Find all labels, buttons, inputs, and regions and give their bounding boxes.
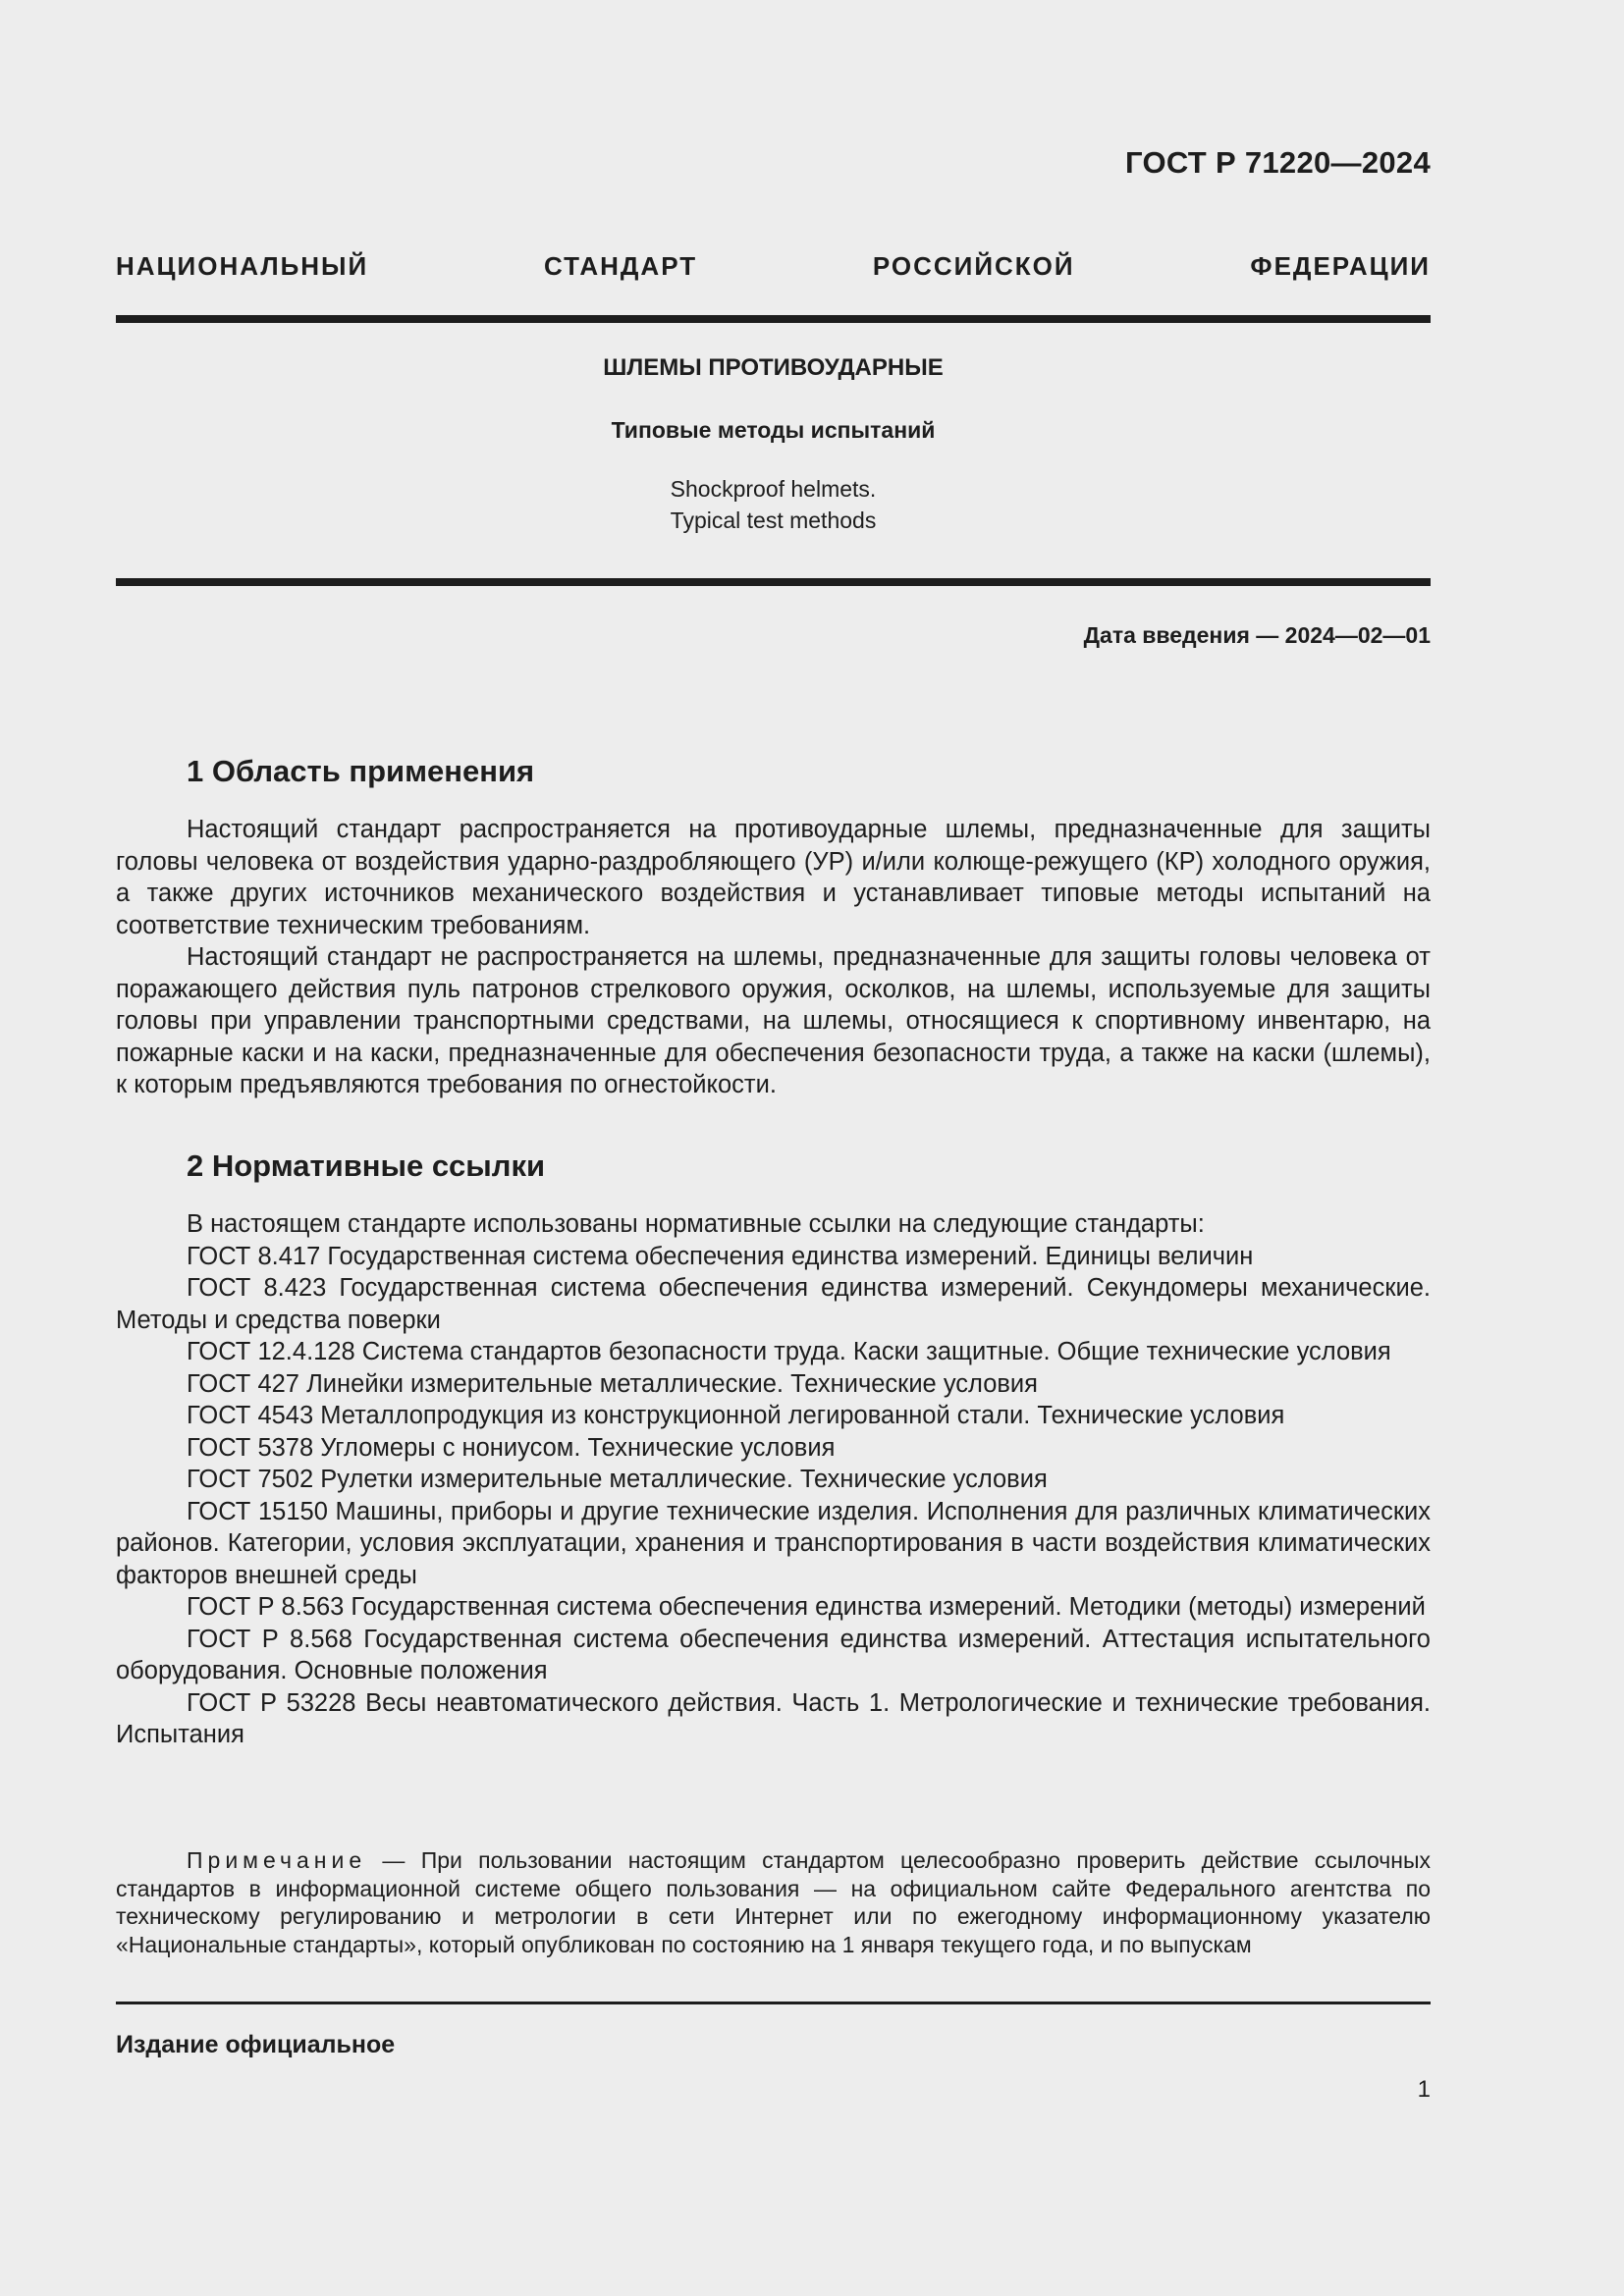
reference-item: ГОСТ 4543 Металлопродукция из конструкционной легированной стали. Технические условия	[187, 1402, 1285, 1429]
title-bottom-rule	[116, 578, 1431, 586]
reference-item: ГОСТ 12.4.128 Система стандартов безопасности труда. Каски защитные. Общие технические условия	[187, 1338, 1391, 1365]
note-text: — При пользовании настоящим стандартом целесообразно проверить действие ссылочных стандартов в информационной системе общего пользования — на официальном сайте Федерального агентства по техническому регулированию и метрологии в сети Интернет или по ежегодному информационному указателю «Национальные стандарты», который опубликован по состоянию на 1 января текущего года, и по выпускам	[116, 1847, 1432, 1957]
reference-item: ГОСТ 7502 Рулетки измерительные металлические. Технические условия	[187, 1466, 1048, 1493]
reference-intro: В настоящем стандарте использованы нормативные ссылки на следующие стандарты:	[187, 1210, 1205, 1238]
title-block	[116, 351, 1431, 536]
edition-label: Издание официальное	[116, 2031, 396, 2058]
reference-item: ГОСТ Р 8.563 Государственная система обеспечения единства измерений. Методики (методы) измерений	[187, 1593, 1426, 1621]
english-title	[116, 473, 1431, 536]
reference-item: ГОСТ 8.423 Государственная система обеспечения единства измерений. Секундомеры механические. Методы и средства поверки	[116, 1274, 1431, 1334]
top-rule	[116, 315, 1431, 323]
reference-list	[116, 1208, 1431, 1751]
note-label: Примечание	[187, 1847, 367, 1873]
section-normative-references	[116, 1148, 1431, 1751]
reference-item: ГОСТ 15150 Машины, приборы и другие технические изделия. Исполнения для различных климатических районов. Категории, условия эксплуатации, хранения и транспортирования в части воздействия климатических факторов внешней среды	[116, 1497, 1431, 1589]
reference-item: ГОСТ Р 8.568 Государственная система обеспечения единства измерений. Аттестация испытательного оборудования. Основные положения	[116, 1625, 1431, 1684]
national-standard-title: НАЦИОНАЛЬНЫЙ СТАНДАРТ РОССИЙСКОЙ ФЕДЕРАЦИИ	[116, 251, 1431, 281]
english-title-line-2: Typical test methods	[670, 507, 877, 533]
section-scope	[116, 754, 1431, 1101]
paragraph: Настоящий стандарт не распространяется на шлемы, предназначенные для защиты головы человека от поражающего действия пуль патронов стрелкового оружия, осколков, на шлемы, используемые для защиты головы при управлении транспортными средствами, на шлемы, относящиеся к спортивному инвентарю, на пожарные каски и на каски, предназначенные для обеспечения безопасности труда, а также на каски (шлемы), к которым предъявляются требования по огнестойкости.	[116, 943, 1431, 1098]
reference-item: ГОСТ Р 53228 Весы неавтоматического действия. Часть 1. Метрологические и технические требования. Испытания	[116, 1688, 1431, 1748]
english-title-line-1: Shockproof helmets.	[670, 476, 877, 502]
reference-item: ГОСТ 427 Линейки измерительные металлические. Технические условия	[187, 1369, 1038, 1398]
page-number: 1	[1417, 2076, 1431, 2103]
section-heading: 1 Область применения	[187, 754, 535, 788]
reference-item: ГОСТ 5378 Угломеры с нониусом. Технические условия	[187, 1433, 836, 1462]
standard-subtitle: Типовые методы испытаний	[611, 417, 936, 443]
introduction-date: Дата введения — 2024—02—01	[1083, 622, 1431, 648]
note	[116, 1846, 1431, 1958]
section-heading: 2 Нормативные ссылки	[187, 1148, 546, 1183]
reference-item: ГОСТ 8.417 Государственная система обеспечения единства измерений. Единицы величин	[187, 1242, 1254, 1270]
standard-title: ШЛЕМЫ ПРОТИВОУДАРНЫЕ	[603, 354, 944, 381]
document-number: ГОСТ Р 71220—2024	[1125, 145, 1431, 180]
paragraph: Настоящий стандарт распространяется на противоударные шлемы, предназначенные для защиты головы человека от воздействия ударно-раздробляющего (УР) и/или колюще-режущего (КР) холодного оружия, а также других источников механического воздействия и устанавливает типовые методы испытаний на соответствие техническим требованиям.	[116, 816, 1431, 939]
footer-rule	[116, 2002, 1431, 2004]
